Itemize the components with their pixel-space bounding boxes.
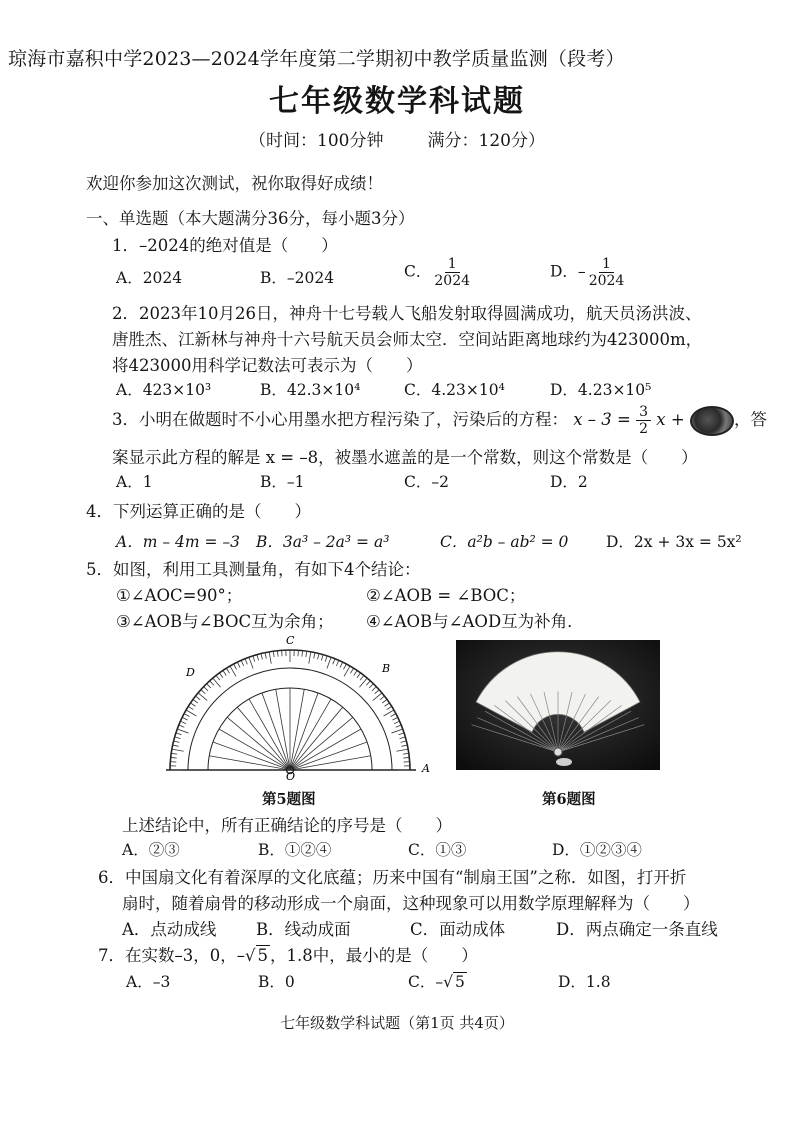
protractor-tick [321,655,323,661]
protractor-tick [171,757,177,758]
q5-conclusion-3: ③∠AOB与∠BOC互为余角； [116,612,334,631]
protractor-tick [261,654,262,660]
protractor-tick [394,721,399,723]
q6-line1: 6．中国扇文化有着深厚的文化底蕴；历来中国有“制扇王国”之称．如图，打开折 [98,868,687,887]
label-b: B [382,662,391,675]
q2-line3: 将423000用科学记数法可表示为（ ） [112,356,423,375]
q2-option-b: B．42.3×10⁴ [260,381,361,399]
q5-option-d: D．①②③④ [552,841,642,859]
protractor-tick [173,745,179,746]
q5-option-b: B．①②④ [258,841,332,859]
label-c: C [286,634,295,647]
q4-stem: 4．下列运算正确的是（ ） [86,502,311,521]
protractor-tick [269,652,271,664]
protractor-tick [245,659,247,665]
q2-line2: 唐胜杰、江新林与神舟十六号航天员会师太空．空间站距离地球约为423000m， [112,330,703,349]
protractor-tick [327,657,331,668]
protractor-tick [385,703,390,706]
protractor-tick [344,666,350,676]
protractor-tick [237,662,240,667]
q6-option-d: D．两点确定一条直线 [556,920,718,939]
protractor-tick [188,706,193,709]
protractor-tick [369,684,373,688]
welcome-text: 欢迎你参加这次测试，祝你取得好成绩！ [86,174,383,193]
q1-option-c: C． $\frac{1}{2024}$ [404,256,473,289]
fraction: $\frac{3}{2}$ [636,404,651,437]
protractor-tick [384,710,394,716]
q5-conclusion-2: ②∠AOB = ∠BOC； [366,586,526,605]
fraction: $\frac{1}{2024}$ [588,256,625,289]
protractor-tick [403,753,409,754]
protractor-tick [340,662,343,667]
exam-score: 满分：120分） [427,131,545,151]
protractor-tick [226,668,229,673]
protractor-tick [366,681,370,685]
protractor-tick [396,725,402,727]
protractor-figure [160,632,440,780]
q6-option-a: A．点动成线 [122,920,217,939]
fraction: $\frac{1}{2024}$ [434,256,471,289]
q6-line2: 扇时，随着扇骨的移动形成一个扇面，这种现象可以用数学原理解释为（ ） [122,894,700,913]
protractor-tick [180,721,185,723]
protractor-tick [380,696,385,700]
protractor-tick [400,737,406,739]
q7-option-d: D．1.8 [558,973,611,991]
exam-header: 琼海市嘉积中学2023—2024学年度第二学期初中教学质量监测（段考） [8,48,625,70]
protractor-tick [401,741,407,742]
protractor-tick [357,673,361,678]
q2-option-a: A．423×10³ [116,381,212,399]
q4-option-d: D．2x + 3x = 5x² [606,533,742,551]
protractor-tick [403,757,409,758]
q7-option-c: C．–√ 5 [408,973,465,991]
sqrt-symbol: √ 5 [443,973,465,991]
q6-option-b: B．线动成面 [256,920,351,939]
label-d: D [186,666,195,679]
q5-option-c: C．①③ [408,841,467,859]
protractor-tick [309,652,311,664]
protractor-tick [392,717,397,720]
q2-option-d: D．4.23×10⁵ [550,381,652,399]
q4-option-b: B．3a³ – 2a³ = a³ [256,533,390,551]
fig5-caption: 第5题图 [262,791,316,808]
protractor-tick [177,729,188,733]
q5-stem: 5．如图，利用工具测量角，有如下4个结论： [86,560,421,579]
q3-option-b: B．–1 [260,473,305,491]
q3-line2: 案显示此方程的解是 x = –8，被墨水遮盖的是一个常数，则这个常数是（ ） [112,448,698,467]
protractor-tick [318,654,319,660]
fan-photo [456,640,660,770]
q1-option-d: D．– $\frac{1}{2024}$ [550,256,627,289]
protractor-tick [387,706,392,709]
q4-option-a: A．m – 4m = –3 [116,533,241,551]
page-footer: 七年级数学科试题（第1页 共4页） [280,1014,514,1032]
protractor-tick [273,651,274,657]
q5-conclusion-1: ①∠AOC=90°； [116,586,243,605]
q4-option-c: C．a²b – ab² = 0 [440,533,569,551]
protractor-tick [391,714,396,717]
q2-option-c: C．4.23×10⁴ [404,381,505,399]
protractor-tick [172,749,184,751]
q3-option-d: D．2 [550,473,588,491]
q5-option-a: A．②③ [122,841,180,859]
protractor-tick [375,690,379,694]
protractor-tick [354,671,357,676]
protractor-tick [372,687,376,691]
protractor-tick [344,664,347,669]
sqrt-symbol: √ 5 [245,946,269,965]
q5-conclusion-4: ④∠AOB与∠AOD互为补角． [366,612,584,631]
q3-option-a: A．1 [116,473,153,491]
label-o: O [286,770,296,780]
protractor-tick [382,699,387,703]
section-heading: 一、单选题（本大题满分36分，每小题3分） [86,209,415,228]
protractor-tick [396,749,408,751]
fig6-caption: 第6题图 [542,791,596,808]
exam-time: （时间：100分钟 [249,131,384,151]
protractor-tick [216,675,220,680]
protractor-tick [398,733,404,735]
label-a: A [422,762,430,775]
protractor-tick [201,690,205,694]
protractor-tick [219,673,223,678]
protractor-tick [265,653,266,659]
protractor-tick [350,668,353,673]
q6-option-c: C．面动成体 [410,920,506,939]
q2-line1: 2．2023年10月26日，神舟十七号载人飞船发射取得圆满成功，航天员汤洪波、 [112,304,702,323]
protractor-tick [402,745,408,746]
protractor-tick [253,656,255,662]
q7-stem: 7．在实数–3，0，–√ 5 ，1.8中，最小的是（ ） [98,946,478,965]
protractor-tick [336,660,338,665]
protractor-tick [230,666,236,676]
protractor-tick [191,703,196,706]
protractor-tick [186,710,196,716]
exam-title: 七年级数学科试题 [269,84,525,119]
protractor-tick [174,741,180,742]
ink-blot-icon [690,406,734,436]
q1-option-b: B．–2024 [260,269,335,287]
exam-meta [0,126,794,151]
protractor-tick [391,729,402,733]
q3-line1: 3．小明在做题时不小心用墨水把方程污染了，污染后的方程： x – 3 = $\frac{3}{2}$ x + ，答 [112,404,767,437]
protractor-tick [234,664,237,669]
protractor-tick [360,675,364,680]
protractor-tick [314,653,315,659]
q3-option-c: C．–2 [404,473,449,491]
q1-stem: 1．–2024的绝对值是（ ） [112,236,338,255]
protractor-tick [182,717,187,720]
protractor-tick [249,657,253,668]
protractor-tick [223,671,226,676]
q7-option-b: B．0 [258,973,295,991]
protractor-tick [302,651,303,657]
q7-option-a: A．–3 [126,973,171,991]
protractor-tick [179,725,185,727]
protractor-tick [184,714,189,717]
protractor-tick [241,660,243,665]
q5-ask: 上述结论中，所有正确结论的序号是（ ） [122,816,452,835]
protractor-tick [193,699,198,703]
protractor-tick [176,733,182,735]
protractor-tick [204,687,208,691]
protractor-tick [207,684,211,688]
protractor-tick [195,696,200,700]
protractor-tick [257,655,259,661]
protractor-tick [277,651,278,657]
protractor-tick [175,737,181,739]
protractor-tick [325,656,327,662]
protractor-tick [210,681,214,685]
protractor-tick [171,753,177,754]
protractor-tick [333,659,335,665]
protractor-tick [306,651,307,657]
q1-option-a: A．2024 [116,269,183,287]
